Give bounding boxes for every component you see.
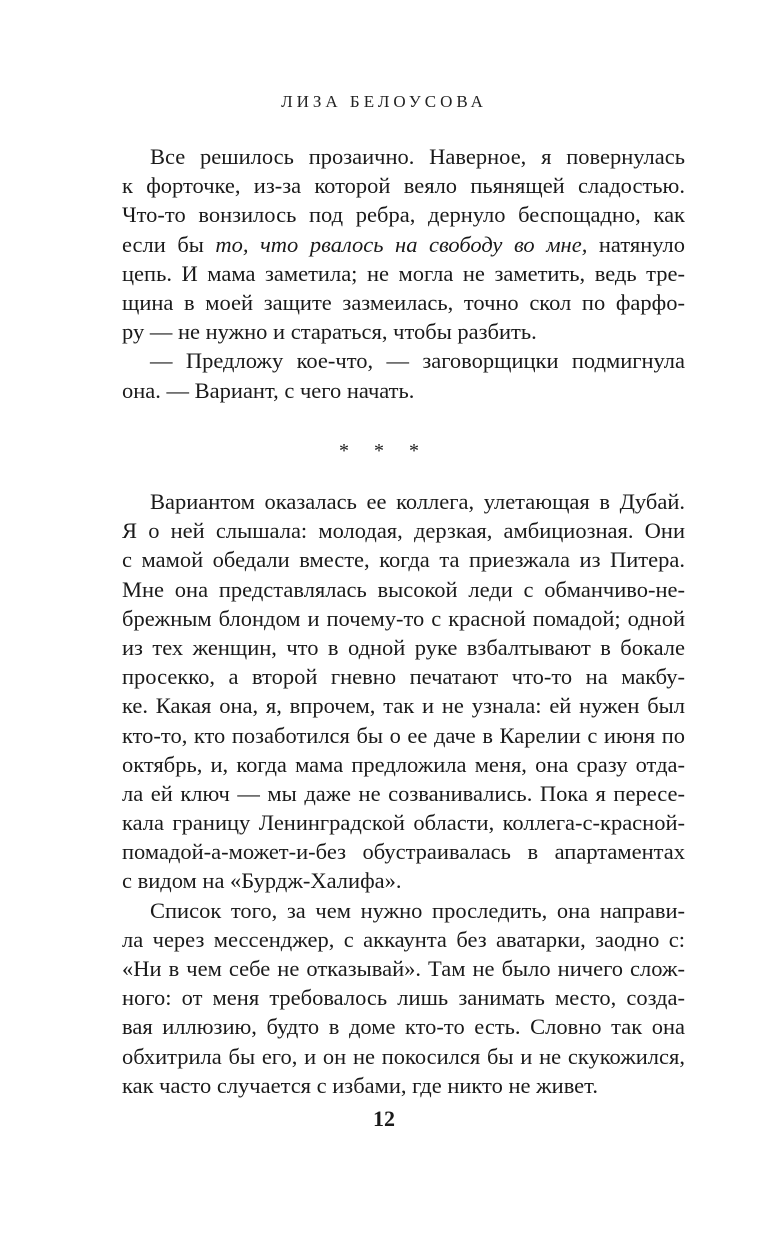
- running-head: ЛИЗА БЕЛОУСОВА: [281, 92, 487, 111]
- text-line: Я о ней слышала: молодая, дерзкая, амбициозная. Они: [122, 518, 685, 544]
- text-fragment: если бы: [122, 231, 216, 257]
- text-line: — Предложу кое-что, — заговорщицки подмигнула: [150, 348, 685, 374]
- text-line: Что-то вонзилось под ребра, дернуло беспощадно, как: [122, 202, 685, 228]
- text-line: кто-то, кто позаботился бы о ее даче в Карелии с июня по: [122, 722, 685, 748]
- text-line: обхитрила бы его, и он не покосился бы и не скукожился,: [122, 1043, 685, 1069]
- text-line: к форточке, из-за которой веяло пьянящей сладостью.: [122, 173, 685, 199]
- text-line: октябрь, и, когда мама предложила меня, она сразу отда-: [122, 751, 685, 777]
- text-line: из тех женщин, что в одной руке взбалтывают в бокале: [122, 634, 685, 660]
- text-section-2: [122, 487, 685, 1100]
- text-line: с мамой обедали вместе, когда та приезжала из Питера.: [122, 547, 685, 573]
- text-line: цепь. И мама заметила; не могла не заметить, ведь тре-: [122, 260, 685, 286]
- italic-phrase: то, что рвалось на свободу во мне,: [215, 231, 588, 257]
- text-line: вая иллюзию, будто в доме кто-то есть. Словно так она: [122, 1014, 685, 1040]
- text-line: помадой-а-может-и-без обустраивалась в апартаментах: [122, 839, 685, 865]
- text-line: ного: от меня требовалось лишь занимать место, созда-: [122, 985, 685, 1011]
- text-line: ла через мессенджер, с аккаунта без аватарки, заодно с:: [122, 926, 685, 952]
- text-line: «Ни в чем себе не отказывай». Там не было ничего слож-: [122, 956, 685, 981]
- text-fragment: натянуло: [587, 231, 685, 257]
- text-line: Вариантом оказалась ее коллега, улетающая в Дубай.: [150, 489, 685, 514]
- text-line: [122, 230, 685, 259]
- text-line: щина в моей защите зазмеилась, точно скол по фарфо-: [122, 289, 685, 315]
- text-line: ке. Какая она, я, впрочем, так и не узнала: ей нужен был: [122, 693, 685, 719]
- text-line: ла ей ключ — мы даже не созванивались. Пока я пересе-: [122, 780, 685, 806]
- text-line: Список того, за чем нужно проследить, она направи-: [150, 897, 685, 923]
- section-separator: * * *: [339, 440, 429, 462]
- text-line: Все решилось прозаично. Наверное, я повернулась: [150, 144, 685, 169]
- text-line: с видом на «Бурдж-Халифа».: [122, 868, 402, 894]
- text-line: просекко, а второй гневно печатают что-то на макбу-: [122, 664, 685, 690]
- text-line: кала границу Ленинградской области, коллега-с-красной-: [122, 810, 685, 836]
- text-line: как часто случается с избами, где никто не живет.: [122, 1072, 598, 1098]
- text-line: она. — Вариант, с чего начать.: [122, 377, 415, 403]
- text-section-1: [122, 142, 685, 405]
- text-line: ру — не нужно и стараться, чтобы разбить.: [122, 319, 537, 345]
- text-line: Мне она представлялась высокой леди с обманчиво-не-: [122, 576, 685, 602]
- page-number: 12: [373, 1106, 395, 1131]
- text-line: брежным блондом и почему-то с красной помадой; одной: [122, 605, 685, 631]
